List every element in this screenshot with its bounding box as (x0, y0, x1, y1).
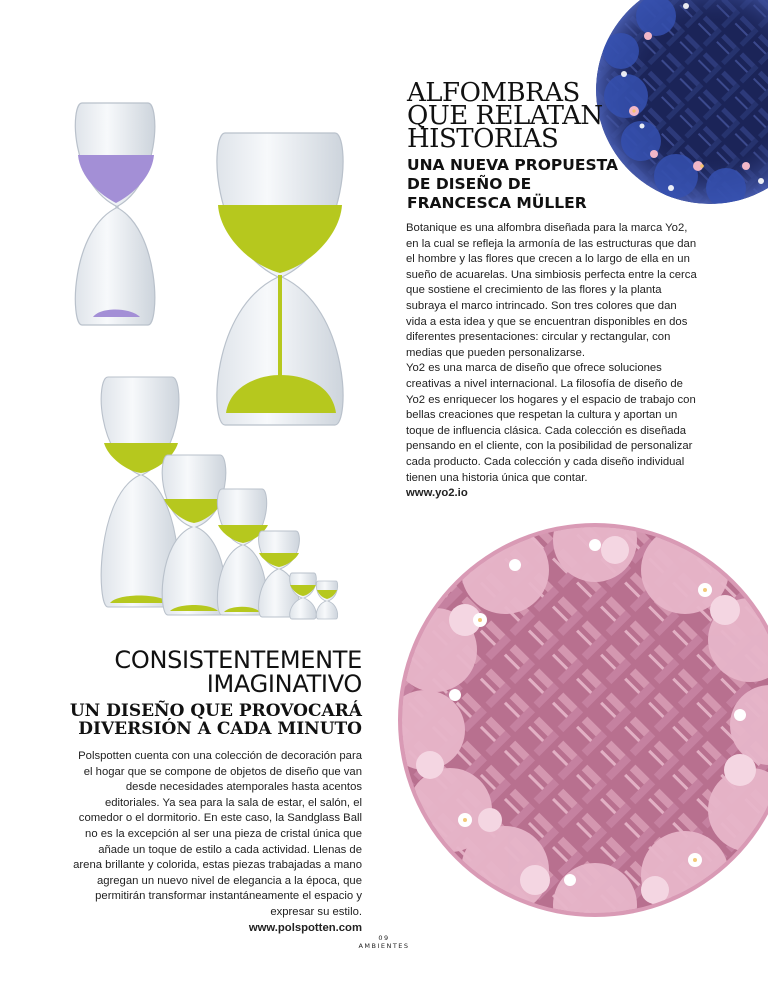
section-name: AMBIENTES (358, 942, 410, 950)
article-1-body (406, 221, 698, 502)
article-2-url-link[interactable]: www.polspotten.com (248, 921, 362, 934)
article-1-title (407, 78, 657, 154)
article-2-title-line: IMAGINATIVO (206, 670, 362, 698)
article-2-subtitle-line: UN DISEÑO QUE PROVOCARÁ (69, 701, 362, 721)
article-1-paragraph: Yo2 es una marca de diseño que ofrece soluciones creativas a nivel internacional. La filosofía de diseño de Yo2 es enriquecer los hogares y el espacio de trabajo con bellas creaciones que respetan la cultura y aportan un toque de influencia clásica. Cada colección es diseñada pensando en el cliente, con la posibilidad de personalizar cada producto. Cada colección y cada diseño individual tienen una historia única que contar. (406, 362, 696, 484)
article-2-paragraph: Polspotten cuenta con una colección de decoración para el hogar que se compone de objetos de diseño que van desde necesidades atemporales hasta acentos editoriales. Ya sea para la sala de estar, el salón, el comedor o el dormitorio. En este caso, la Sandglass Ball no es la excepción al ser una pieza de cristal única que añade un toque de estilo a cada actividad. Llenas de arena brillante y colorida, estas piezas trabajadas a mano agregan un nuevo nivel de elegancia a la época, que permitirán transformar instantáneamente el espacio y expresar su estilo. (73, 750, 362, 918)
article-1-url-link[interactable]: www.yo2.io (406, 487, 468, 500)
article-1-title-line: QUE RELATAN (407, 101, 603, 131)
article-2-title (40, 648, 362, 696)
page-folio (334, 934, 434, 950)
article-2-title-line: CONSISTENTEMENTE (114, 646, 362, 674)
article-1-subtitle-line: UNA NUEVA PROPUESTA (407, 156, 618, 174)
page-number: 09 (378, 934, 390, 942)
article-1-title-line: ALFOMBRAS (407, 78, 580, 108)
lime-hourglass-large (217, 133, 343, 425)
article-1-paragraph: Botanique es una alfombra diseñada para la marca Yo2, en la cual se refleja la armonía de las estructuras que dan el hombre y las flores que crecen a lo largo de ella en un sueño de acuarelas. Una simbiosis perfecta entre la cerca que sostiene el crecimiento de las flores y la planta subraya el marco intrincado. Son tres colores que dan vida a esta idea y que se encuentran disponibles en dos diferentes presentaciones: circular y rectangular, con medias que pueden personalizarse. (406, 222, 697, 359)
article-1-title-line: HISTORIAS (407, 124, 559, 154)
article-2-subtitle-line: DIVERSIÓN A CADA MINUTO (78, 719, 362, 739)
article-1-subtitle-line: FRANCESCA MÜLLER (407, 194, 587, 212)
lavender-hourglass (75, 103, 154, 325)
hourglasses-image (60, 95, 380, 635)
article-1-subtitle (407, 156, 667, 213)
article-1-subtitle-line: DE DISEÑO DE (407, 175, 532, 193)
article-2-body (72, 749, 362, 936)
article-2-subtitle (40, 702, 362, 738)
pink-rug-image (395, 520, 768, 920)
